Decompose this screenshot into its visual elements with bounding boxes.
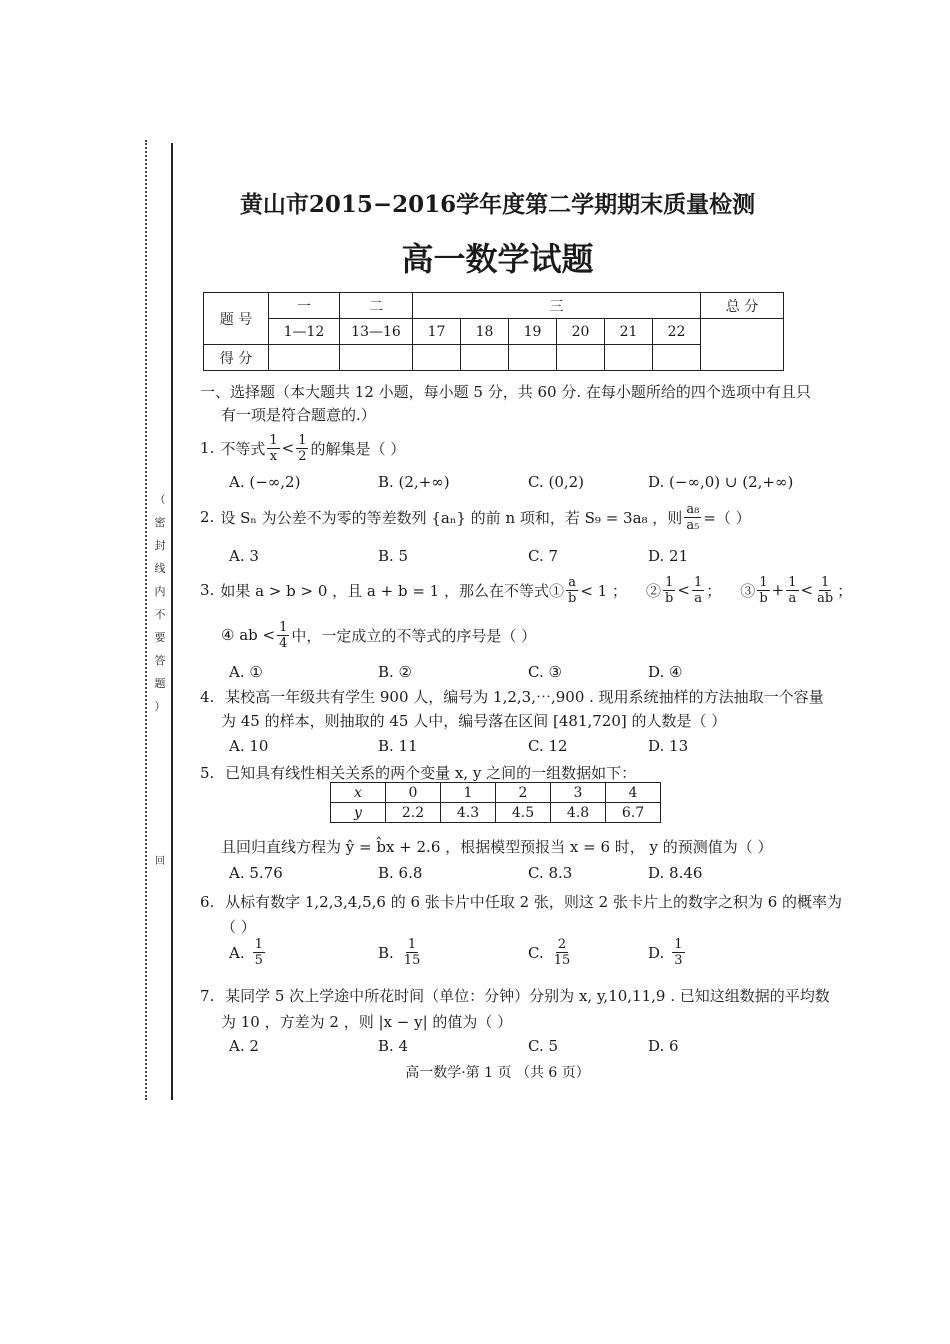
fraction: $\frac{1}{b}$	[665, 574, 674, 606]
option-b[interactable]: B. $\frac{1}{15}$	[378, 937, 421, 968]
option-b[interactable]: B. 11	[378, 737, 418, 755]
table-cell: 4	[606, 783, 661, 803]
option-b[interactable]: B. 5	[378, 547, 409, 565]
score-cell[interactable]	[653, 345, 701, 371]
fraction: $\frac{2}{15}$	[553, 937, 571, 968]
score-row-label: 得 分	[204, 345, 269, 371]
question-4: 4. 某校高一年级共有学生 900 人，编号为 1,2,3,⋯,900 . 现用系统抽样的方法抽取一个容量	[200, 688, 824, 706]
option-a[interactable]: A. 10	[229, 737, 269, 755]
table-cell: 4.3	[441, 803, 496, 823]
question-1: 1. 不等式 $\frac{1}{x}$ < $\frac{1}{2}$ 的解集是（ ）	[200, 432, 406, 464]
table-cell: 4.5	[496, 803, 551, 823]
score-cell[interactable]	[605, 345, 653, 371]
option-c[interactable]: C. 12	[528, 737, 568, 755]
exam-header: 黄山市2015−2016学年度第二学期期末质量检测	[239, 191, 756, 218]
option-d[interactable]: D. 13	[648, 737, 689, 755]
option-c[interactable]: C. 5	[528, 1037, 559, 1055]
section-2-header: 二	[340, 293, 413, 319]
question-3-cont: ④ ab < $\frac{1}{4}$ 中，一定成立的不等式的序号是（ ）	[221, 619, 537, 651]
question-7-cont: 为 10 ，方差为 2 ，则 |x − y| 的值为（ ）	[221, 1013, 513, 1031]
table-cell: 3	[551, 783, 606, 803]
fraction: $\frac{a}{b}$	[567, 574, 577, 606]
table-cell: 1	[441, 783, 496, 803]
fraction: $\frac{1}{b}$	[759, 574, 768, 606]
question-number: 17	[413, 319, 461, 345]
binding-note: （ 密 封 线 内 不 要 答 题 ）	[154, 493, 166, 713]
fraction: $\frac{1}{x}$	[269, 432, 278, 464]
table-header: x	[331, 783, 386, 803]
fraction: $\frac{1}{5}$	[254, 937, 263, 968]
fraction: $\frac{1}{ab}$	[817, 574, 834, 606]
fraction: $\frac{1}{4}$	[279, 619, 288, 651]
page-footer: 高一数学·第 1 页 （共 6 页）	[405, 1065, 590, 1081]
table-cell: 0	[386, 783, 441, 803]
option-c[interactable]: C. 8.3	[528, 864, 573, 882]
section-3-header: 三	[413, 293, 701, 319]
score-cell[interactable]	[557, 345, 605, 371]
question-number: 18	[461, 319, 509, 345]
question-number: 19	[509, 319, 557, 345]
table-header: y	[331, 803, 386, 823]
total-score-label: 总 分	[701, 293, 784, 319]
score-cell[interactable]	[413, 345, 461, 371]
score-cell[interactable]	[509, 345, 557, 371]
section-1-header: 一	[269, 293, 340, 319]
option-a[interactable]: A. 2	[229, 1037, 259, 1055]
option-d[interactable]: D. $\frac{1}{3}$	[648, 937, 683, 968]
data-table	[330, 782, 661, 823]
question-6-cont: （ ）	[221, 918, 256, 936]
question-number: 21	[605, 319, 653, 345]
fraction: $\frac{1}{2}$	[298, 432, 307, 464]
option-b[interactable]: B. 6.8	[378, 864, 423, 882]
option-d[interactable]: D. 8.46	[648, 864, 703, 882]
score-table	[203, 292, 784, 371]
option-a[interactable]: A. $\frac{1}{5}$	[229, 937, 263, 968]
option-d[interactable]: D. ④	[648, 663, 683, 681]
table-cell: 2	[496, 783, 551, 803]
binding-dotted-line	[145, 140, 147, 1100]
question-range: 1—12	[269, 319, 340, 345]
question-number: 20	[557, 319, 605, 345]
option-b[interactable]: B. ②	[378, 663, 413, 681]
option-a[interactable]: A. (−∞,2)	[229, 473, 301, 491]
option-a[interactable]: A. ①	[229, 663, 263, 681]
option-b[interactable]: B. 4	[378, 1037, 409, 1055]
option-d[interactable]: D. 21	[648, 547, 689, 565]
fraction: $\frac{1}{3}$	[674, 937, 683, 968]
question-2: 2. 设 Sₙ 为公差不为零的等差数列 {aₙ} 的前 n 项和，若 S₉ = 3a₈ ，则 $\frac{\text{a₈}}{\text{a₅}}$ =（ ）	[200, 501, 751, 533]
option-d[interactable]: D. (−∞,0) ∪ (2,+∞)	[648, 473, 794, 491]
option-d[interactable]: D. 6	[648, 1037, 679, 1055]
option-b[interactable]: B. (2,+∞)	[378, 473, 450, 491]
table-cell: 6.7	[606, 803, 661, 823]
score-cell[interactable]	[461, 345, 509, 371]
page-margin-line	[171, 143, 173, 1100]
question-range: 13—16	[340, 319, 413, 345]
fraction: $\frac{1}{a}$	[788, 574, 797, 606]
binding-mark: 回	[155, 856, 165, 867]
question-4-cont: 为 45 的样本，则抽取的 45 人中，编号落在区间 [481,720] 的人数是（ ）	[221, 712, 727, 730]
question-5-cont: 且回归直线方程为 ŷ = b̂x + 2.6 ，根据模型预报当 x = 6 时， y 的预测值为（ ）	[221, 838, 773, 856]
fraction: $\frac{\text{a₈}}{\text{a₅}}$	[686, 501, 700, 533]
section-heading: 一、选择题（本大题共 12 小题，每小题 5 分，共 60 分. 在每小题所给的四个选项中有且只	[200, 383, 811, 401]
section-heading-cont: 有一项是符合题意的.）	[221, 406, 376, 424]
question-5: 5. 已知具有线性相关关系的两个变量 x, y 之间的一组数据如下：	[200, 764, 637, 782]
exam-title: 高一数学试题	[401, 240, 594, 278]
option-a[interactable]: A. 5.76	[229, 864, 283, 882]
total-score-cell[interactable]	[701, 319, 784, 371]
score-cell[interactable]	[269, 345, 340, 371]
question-6: 6. 从标有数字 1,2,3,4,5,6 的 6 张卡片中任取 2 张，则这 2 张卡片上的数字之积为 6 的概率为	[200, 893, 843, 911]
table-cell: 2.2	[386, 803, 441, 823]
option-a[interactable]: A. 3	[229, 547, 259, 565]
option-c[interactable]: C. 7	[528, 547, 559, 565]
table-cell: 4.8	[551, 803, 606, 823]
question-7: 7. 某同学 5 次上学途中所花时间（单位：分钟）分别为 x, y,10,11,9 . 已知这组数据的平均数	[200, 987, 830, 1005]
question-number: 22	[653, 319, 701, 345]
question-number-label: 题 号	[204, 293, 269, 345]
question-3: 3. 如果 a > b > 0 ，且 a + b = 1 ，那么在不等式① $\frac{a}{b}$ < 1 ； ② $\frac{1}{b}$ < $\frac{1}{a}$ ； ③ $\frac{1}{b}$ + $\frac{1}{a}$ < $\frac{1}{ab}$ ；	[200, 574, 853, 606]
option-c[interactable]: C. (0,2)	[528, 473, 585, 491]
option-c[interactable]: C. $\frac{2}{15}$	[528, 937, 571, 968]
fraction: $\frac{1}{a}$	[693, 574, 703, 606]
fraction: $\frac{1}{15}$	[403, 937, 421, 968]
score-cell[interactable]	[340, 345, 413, 371]
option-c[interactable]: C. ③	[528, 663, 562, 681]
